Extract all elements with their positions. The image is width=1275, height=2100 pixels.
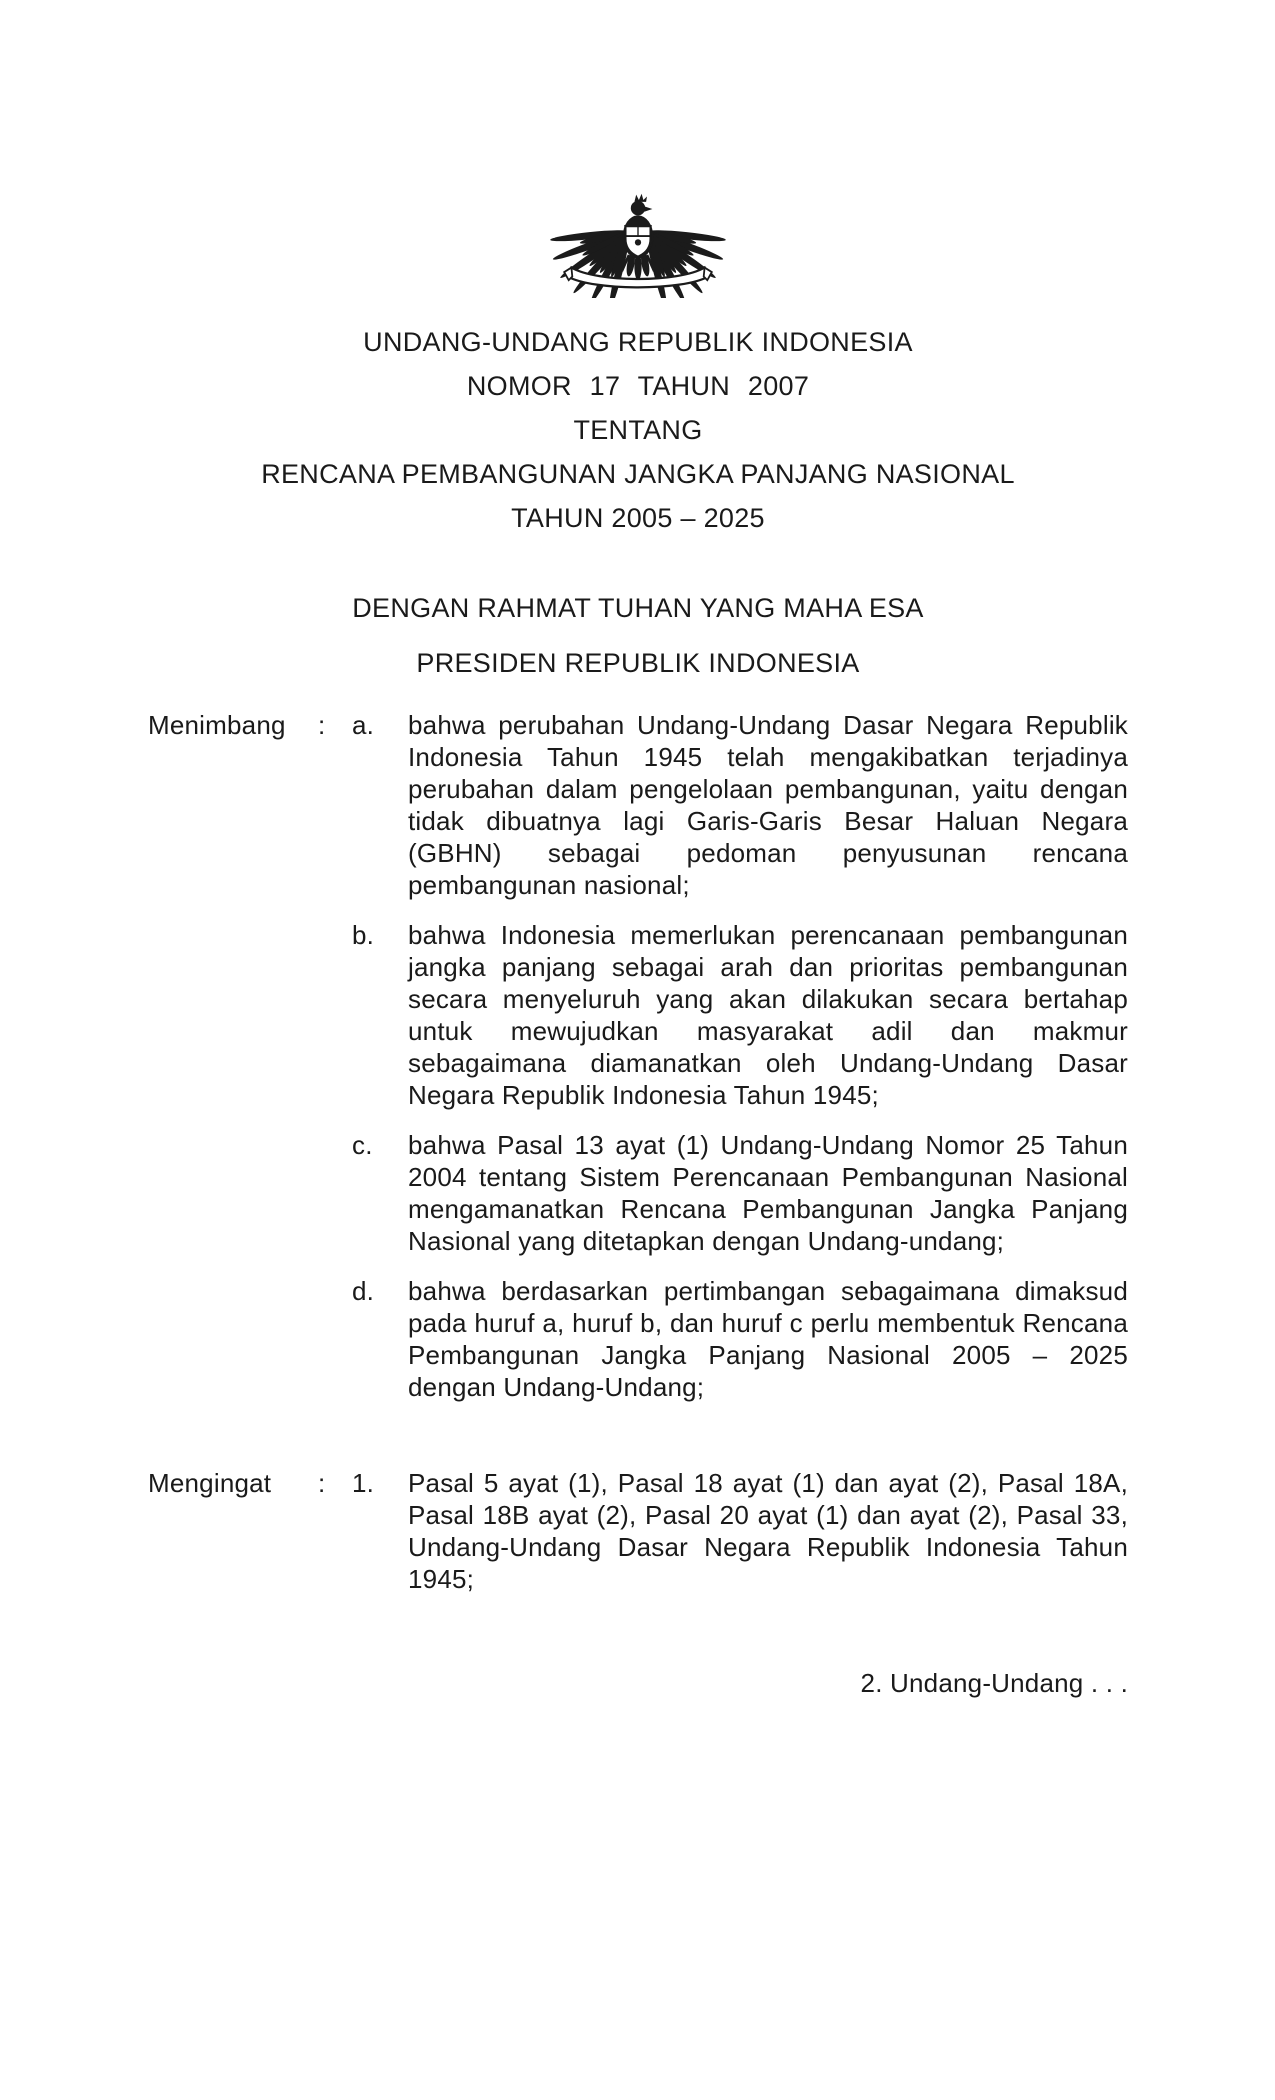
page-continuation-note: 2. Undang-Undang . . . bbox=[860, 1668, 1128, 1698]
menimbang-item-d bbox=[148, 1275, 1128, 1403]
item-marker: a. bbox=[352, 710, 375, 740]
item-text: bahwa berdasarkan pertimbangan sebagaimana dimaksud pada huruf a, huruf b, dan huruf c perlu membentuk Rencana Pembangunan Jangka Panjang Nasional 2005 – 2025 dengan Undang-Undang; bbox=[408, 1276, 1128, 1402]
spacer bbox=[148, 1275, 318, 1403]
item-marker: d. bbox=[352, 1276, 375, 1306]
item-text: bahwa perubahan Undang-Undang Dasar Negara Republik Indonesia Tahun 1945 telah mengakibatkan terjadinya perubahan dalam pengelolaan pembangunan, yaitu dengan tidak dibuatnya lagi Garis-Garis Besar Haluan Negara (GBHN) sebagai pedoman penyusunan rencana pembangunan nasional; bbox=[408, 710, 1128, 900]
menimbang-item-a bbox=[148, 709, 1128, 901]
menimbang-section bbox=[148, 709, 1128, 1403]
item-text: Pasal 5 ayat (1), Pasal 18 ayat (1) dan ayat (2), Pasal 18A, Pasal 18B ayat (2), Pasal 20 ayat (1) dan ayat (2), Pasal 33, Undang-Undang Dasar Negara Republik Indonesia Tahun 1945; bbox=[408, 1468, 1128, 1594]
item-marker: 1. bbox=[352, 1468, 375, 1498]
mengingat-item-1 bbox=[148, 1467, 1128, 1595]
spacer bbox=[148, 919, 318, 1111]
document-title-block bbox=[148, 328, 1128, 532]
item-text: bahwa Pasal 13 ayat (1) Undang-Undang Nomor 25 Tahun 2004 tentang Sistem Perencanaan Pembangunan Nasional mengamanatkan Rencana Pembangunan Jangka Panjang Nasional yang ditetapkan dengan Undang-undang; bbox=[408, 1130, 1128, 1256]
item-marker: c. bbox=[352, 1130, 373, 1160]
menimbang-separator: : bbox=[318, 710, 326, 740]
item-marker: b. bbox=[352, 920, 375, 950]
title-line-number-year: NOMOR 17 TAHUN 2007 bbox=[466, 371, 810, 401]
title-line-law-name: UNDANG-UNDANG REPUBLIK INDONESIA bbox=[363, 327, 913, 357]
mengingat-label: Mengingat bbox=[148, 1468, 272, 1498]
title-line-tentang: TENTANG bbox=[573, 415, 703, 445]
mengingat-separator: : bbox=[318, 1468, 326, 1498]
title-line-subject: RENCANA PEMBANGUNAN JANGKA PANJANG NASIONAL bbox=[261, 459, 1015, 489]
spacer bbox=[148, 1129, 318, 1257]
preamble-authority: PRESIDEN REPUBLIK INDONESIA bbox=[416, 648, 860, 678]
spacer bbox=[318, 1129, 352, 1257]
menimbang-item-b bbox=[148, 919, 1128, 1111]
menimbang-item-c bbox=[148, 1129, 1128, 1257]
title-line-period: TAHUN 2005 – 2025 bbox=[511, 503, 765, 533]
spacer bbox=[318, 1275, 352, 1403]
spacer bbox=[318, 919, 352, 1111]
menimbang-label: Menimbang bbox=[148, 710, 286, 740]
preamble-invocation: DENGAN RAHMAT TUHAN YANG MAHA ESA bbox=[352, 593, 924, 623]
mengingat-section bbox=[148, 1467, 1128, 1595]
item-text: bahwa Indonesia memerlukan perencanaan pembangunan jangka panjang sebagai arah dan prioritas pembangunan secara menyeluruh yang akan dilakukan secara bertahap untuk mewujudkan masyarakat adil dan makmur sebagaimana diamanatkan oleh Undang-Undang Dasar Negara Republik Indonesia Tahun 1945; bbox=[408, 920, 1128, 1110]
garuda-pancasila-icon bbox=[548, 148, 728, 298]
emblem-container bbox=[148, 148, 1128, 298]
